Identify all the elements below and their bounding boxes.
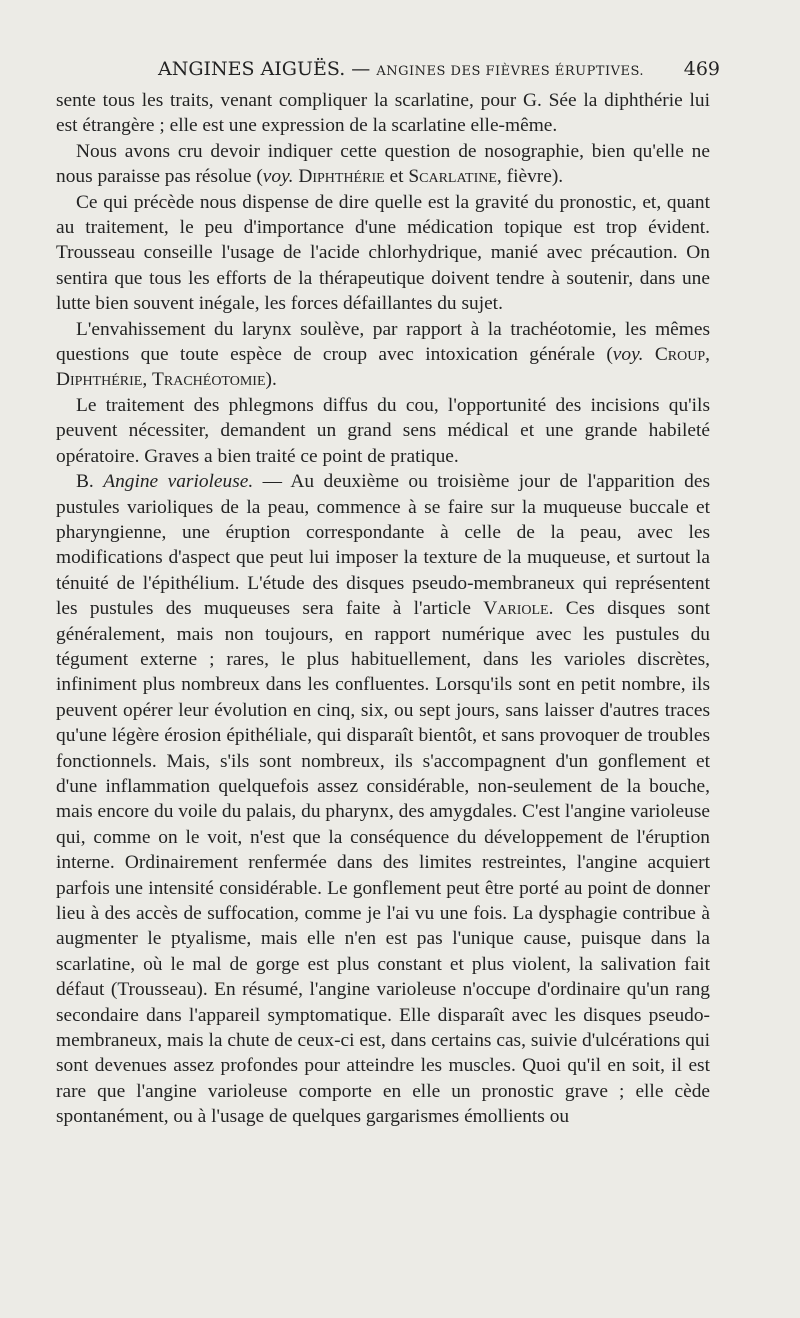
text-run: , [142,369,153,391]
text-run: Angine varioleuse. [103,471,254,493]
paragraph-p3 [56,190,710,317]
body-text [56,88,710,1130]
text-run: B. [76,471,104,493]
text-run: Le traitement des phlegmons diffus du cou, l'opportunité des incisions qu'ils peuvent nécessiter, demandent un grand sens médical et une grande habileté opératoire. Graves a bien traité ce point de pratique. [56,394,710,467]
text-run: Diphthérie [56,369,143,391]
paragraph-p1 [56,88,710,139]
text-run: Trachéotomie [152,369,266,391]
text-run: Nous avons cru devoir indiquer cette question de nosographie, bien qu'elle ne nous paraisse pas résolue ( [56,140,710,188]
text-run: Ce qui précède nous dispense de dire quelle est la gravité du pronostic, et, quant au traitement, le peu d'importance d'une médication topique est trop évident. Trousseau conseille l'usage de l'acide chlorhydrique, manié avec précaution. On sentira que tous les efforts de la thérapeutique doivent tendre à soutenir, dans une lutte bien souvent inégale, les forces défaillantes du sujet. [56,191,710,315]
text-run: , fièvre). [496,166,564,188]
running-title-sub: ANGINES DES FIÈVRES ÉRUPTIVES. [376,64,645,79]
text-run [643,344,654,365]
text-run: Diphthérie [298,166,385,188]
running-title-main: ANGINES AIGUËS. [158,58,346,80]
text-run: L'envahissement du larynx soulève, par rapport à la trachéotomie, les mêmes questions que toute espèce de croup avec intoxication générale ( [56,318,710,366]
text-run: , [705,344,711,366]
text-run: voy. [262,166,294,188]
text-run: Variole [483,598,549,620]
running-title-dash: — [345,58,377,80]
running-title [158,54,644,87]
text-run: ). [265,369,277,391]
text-run: Croup [654,344,706,366]
text-run: — Au deuxième ou troisième jour de l'apparition des pustules varioliques de la peau, commence à se faire sur la muqueuse buccale et pharyngienne, une éruption correspondante à celle de la peau, avec les modifications d'aspect que peut lui imposer la texture de la muqueuse, et surtout la ténuité de l'épithélium. L'étude des disques pseudo-membraneux qui représentent les pustules des muqueuses sera faite à l'article [56,471,710,620]
text-run: et [384,166,409,188]
paragraph-p5 [56,393,710,469]
page-number: 469 [683,58,720,80]
text-run: sente tous les traits, venant compliquer la scarlatine, pour G. Sée la diphthérie lui est étrangère ; elle est une expression de la scarlatine elle-même. [56,90,710,137]
text-run: voy. [612,344,644,366]
paragraph-p4 [56,317,710,393]
paragraph-p2 [56,139,710,190]
text-run: . Ces disques sont généralement, mais non toujours, en rapport numérique avec les pustules du tégument externe ; rares, le plus habituellement, dans les varioles discrètes, infiniment plus nombreux dans les confluentes. Lorsqu'ils sont en petit nombre, ils peuvent opérer leur évolution en cinq, six, ou sept jours, sans laisser d'autres traces qu'une légère érosion épithéliale, qui disparaît bientôt, et sans provoquer de troubles fonctionnels. Mais, s'ils sont nombreux, ils s'accompagnent d'un gonflement et d'une inflammation quelquefois assez considérable, non-seulement de la bouche, mais encore du voile du palais, du pharynx, des amygdales. C'est l'angine varioleuse qui, comme on le voit, n'est que la conséquence du développement de l'éruption interne. Ordinairement renfermée dans des limites restreintes, l'angine acquiert parfois une intensité considérable. Le gonflement peut être porté au point de donner lieu à des accès de suffocation, comme je l'ai vu une fois. La dysphagie contribue à augmenter le ptyalisme, mais elle n'en est pas l'unique cause, puisque dans la scarlatine, où le mal de gorge est plus constant et plus violent, la salivation fait défaut (Trousseau). En résumé, l'angine varioleuse n'occupe d'ordinaire qu'un rang secondaire dans l'appareil symptomatique. Elle disparaît avec les disques pseudo-membraneux, mais la chute de ceux-ci est, dans certains cas, suivie d'ulcérations qui sont devenues assez profondes pour atteindre les muscles. Quoi qu'il en soit, il est rare que l'angine varioleuse comporte en elle un pronostic grave ; elle cède spontanément, ou à l'usage de quelques gargarismes émollients ou [56,598,710,1128]
running-header [58,54,720,84]
text-run: Scarlatine [408,166,497,188]
paragraph-p6 [56,469,710,1130]
